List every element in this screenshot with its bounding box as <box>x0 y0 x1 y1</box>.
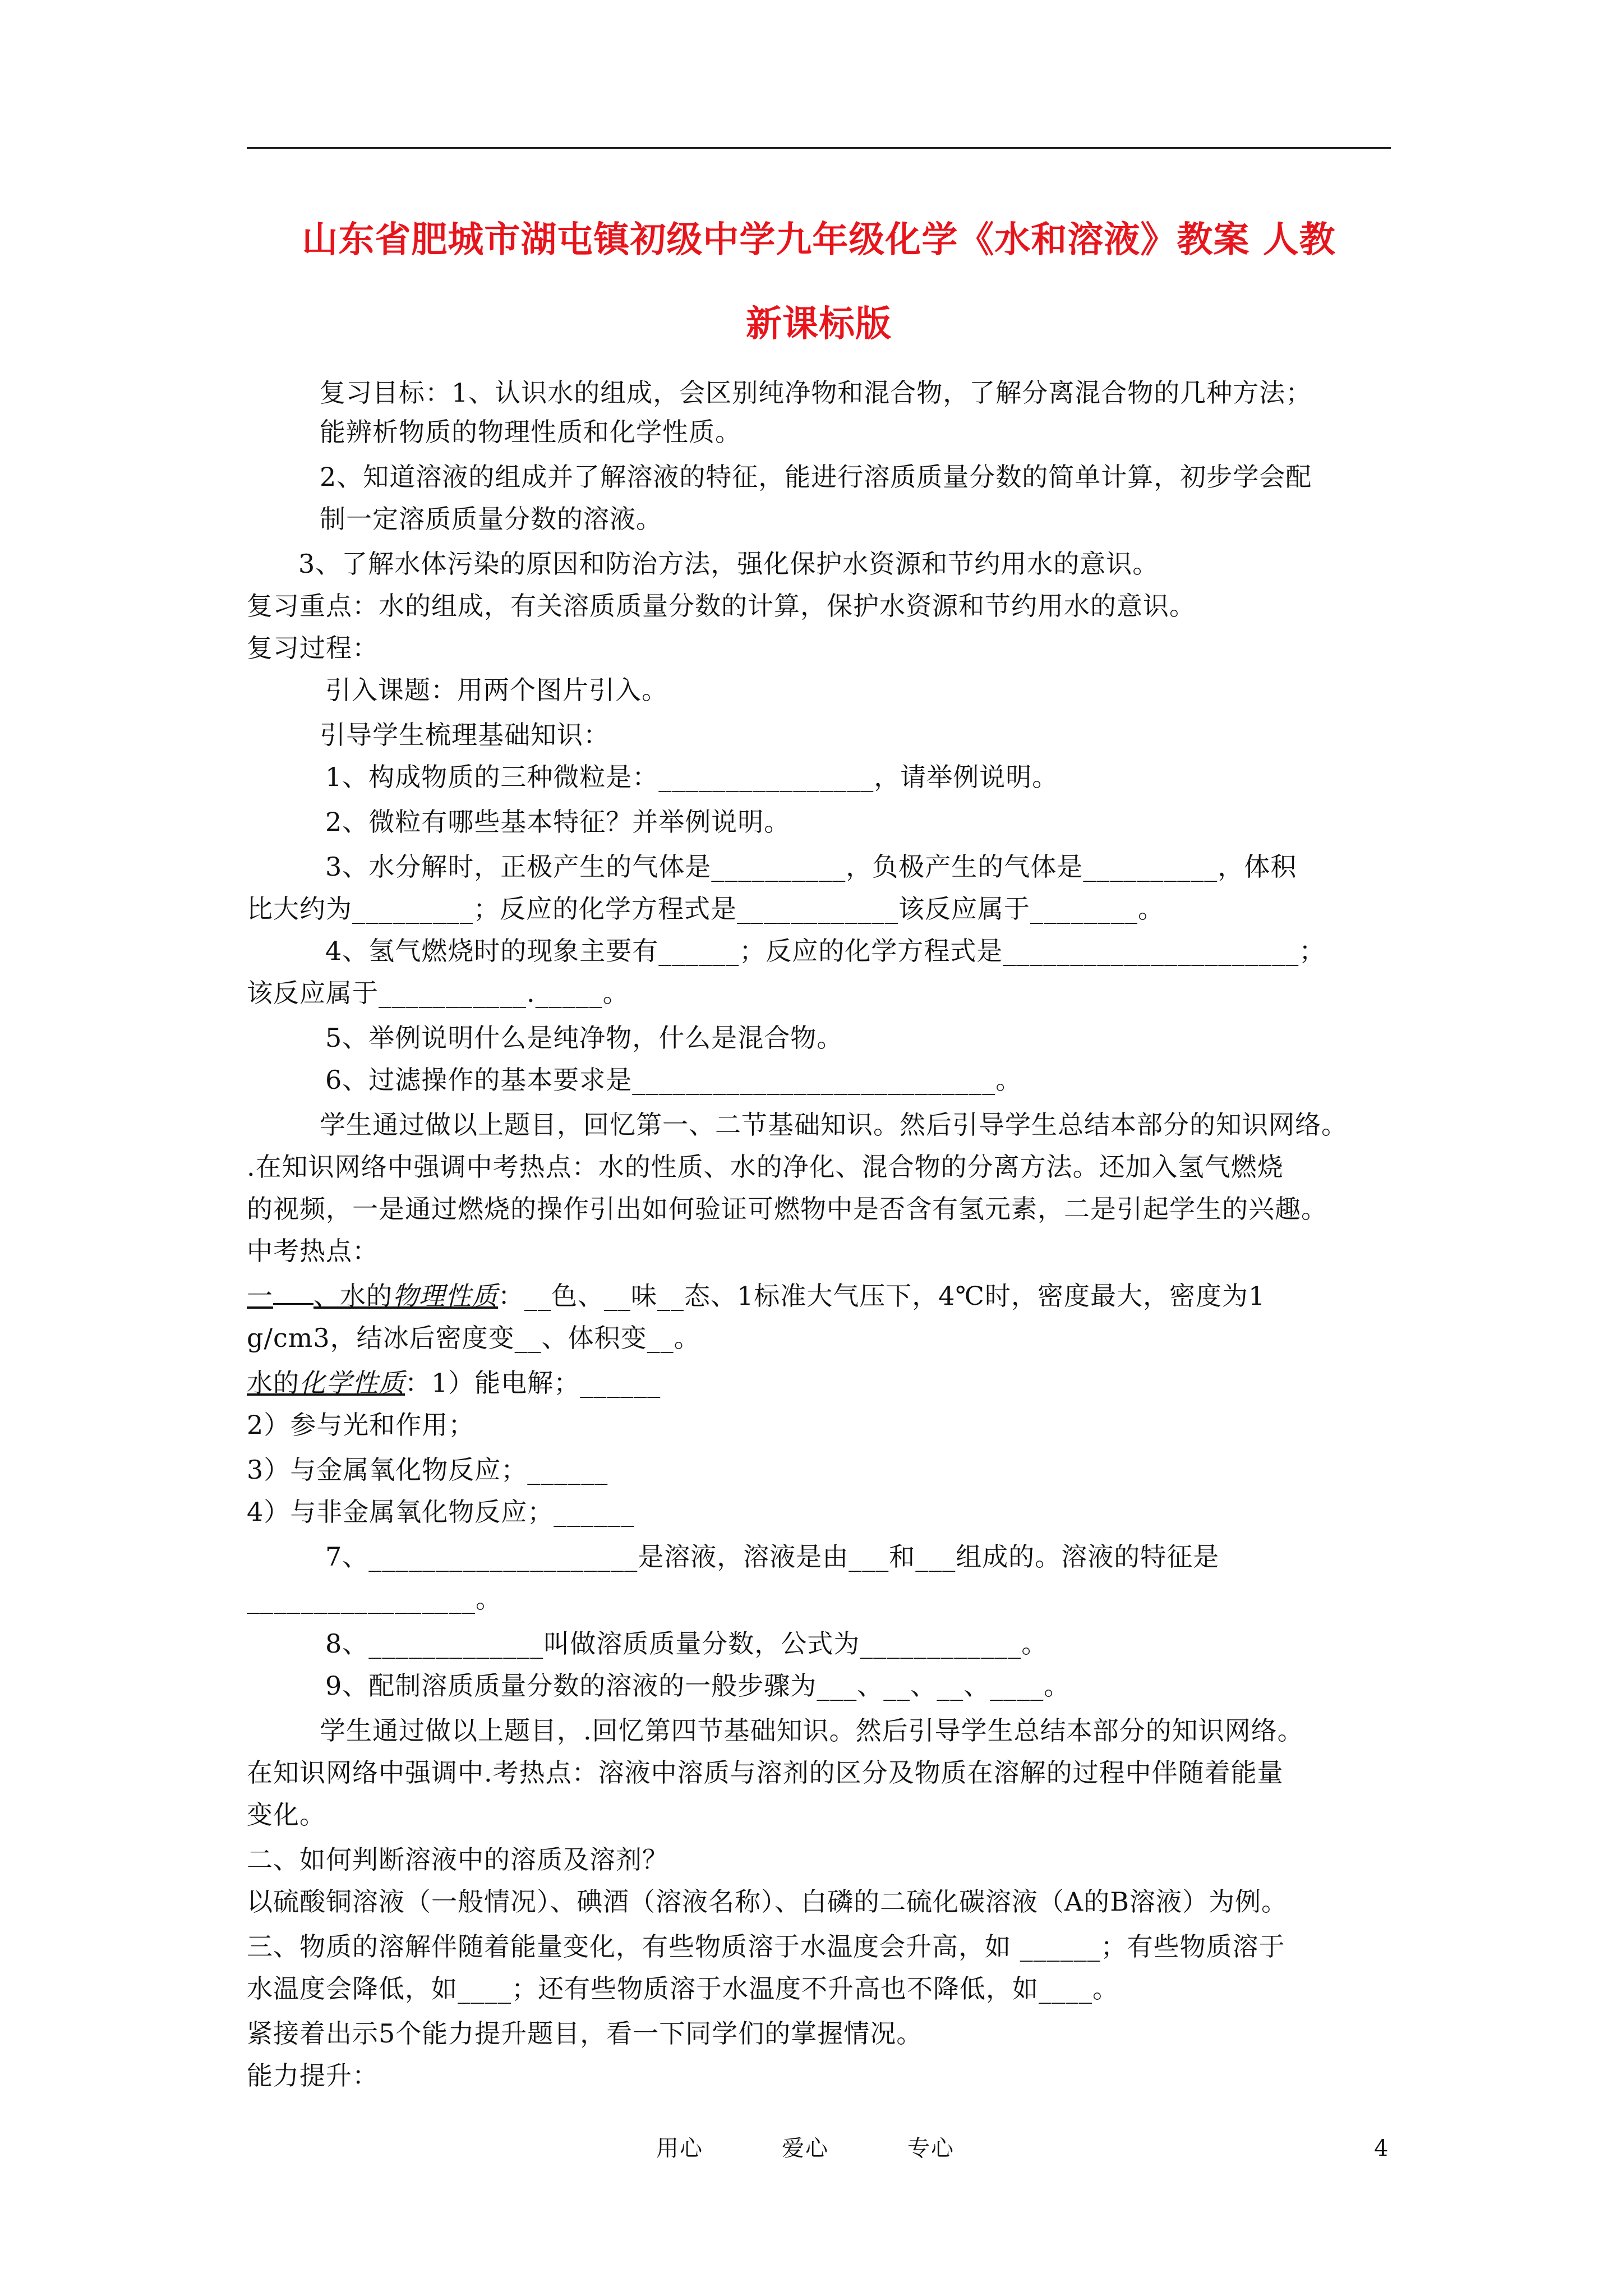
water-physical-properties-cont: g/cm3，结冰后密度变__、体积变__。 <box>247 1323 700 1353</box>
guide-basics: 引导学生梳理基础知识： <box>320 720 610 750</box>
question-6: 6、过滤操作的基本要求是___________________________。 <box>325 1065 1022 1095</box>
header-rule <box>247 147 1391 149</box>
summary-paragraph-2-line-2: 在知识网络中强调中.考热点：溶液中溶质与溶剂的区分及物质在溶解的过程中伴随着能量 <box>247 1757 1284 1788</box>
question-8: 8、_____________叫做溶质质量分数，公式为____________。 <box>325 1628 1048 1659</box>
summary-paragraph-1-line-2: .在知识网络中强调中考热点：水的性质、水的净化、混合物的分离方法。还加入氢气燃烧 <box>247 1152 1284 1182</box>
question-5: 5、举例说明什么是纯净物，什么是混合物。 <box>325 1023 843 1053</box>
question-7: 7、____________________是溶液，溶液是由___和___组成的。溶液的特征是 <box>325 1542 1220 1572</box>
chemical-prefix: 水的 <box>247 1368 299 1398</box>
review-goal-3: 3、了解水体污染的原因和防治方法，强化保护水资源和节约用水的意识。 <box>298 549 1159 579</box>
review-process-heading: 复习过程： <box>247 633 379 663</box>
section-three-text-cont: 水温度会降低，如____；还有些物质溶于水温度不升高也不降低，如____。 <box>247 1973 1119 2004</box>
document-title-line-1: 山东省肥城市湖屯镇初级中学九年级化学《水和溶液》教案 人教 <box>302 219 1336 261</box>
chemical-property-term: 化学性质 <box>299 1368 405 1398</box>
chemical-property-text: ：1）能电解；______ <box>405 1368 661 1398</box>
page-footer <box>656 2132 1033 2165</box>
question-1: 1、构成物质的三种微粒是：________________，请举例说明。 <box>325 762 1059 792</box>
review-goal-2: 2、知道溶液的组成并了解溶液的特征，能进行溶质质量分数的简单计算，初步学会配 <box>320 462 1312 492</box>
question-4: 4、氢气燃烧时的现象主要有______；反应的化学方程式是______________________； <box>325 936 1326 966</box>
review-goal-2-cont: 制一定溶质质量分数的溶液。 <box>320 504 662 534</box>
summary-paragraph-1: 学生通过做以上题目，回忆第一、二节基础知识。然后引导学生总结本部分的知识网络。 <box>320 1110 1348 1140</box>
water-physical-properties <box>247 1279 1391 1313</box>
ability-intro: 紧接着出示5个能力提升题目，看一下同学们的掌握情况。 <box>247 2018 923 2049</box>
exam-hotspots-heading: 中考热点： <box>247 1236 379 1266</box>
physical-property-term: 物理性质 <box>393 1281 498 1311</box>
footer-left: 用心 <box>656 2136 703 2161</box>
question-9: 9、配制溶质质量分数的溶液的一般步骤为___、__、__、____。 <box>325 1671 1071 1701</box>
page-number: 4 <box>1374 2136 1389 2161</box>
footer-right: 专心 <box>907 2136 955 2161</box>
document-title-line-2: 新课标版 <box>746 303 892 345</box>
review-goal-1: 复习目标：1、认识水的组成，会区别纯净物和混合物，了解分离混合物的几种方法； <box>320 378 1312 408</box>
question-3-cont: 比大约为_________；反应的化学方程式是____________该反应属于________。 <box>247 894 1164 924</box>
summary-paragraph-1-line-3: 的视频，一是通过燃烧的操作引出如何验证可燃物中是否含有氢元素，二是引起学生的兴趣。 <box>247 1194 1327 1224</box>
intro-topic: 引入课题：用两个图片引入。 <box>325 675 668 705</box>
physical-property-text: ：__色、__味__态、1标准大气压下，4℃时，密度最大，密度为1 <box>498 1281 1266 1311</box>
physical-prefix: 、水的 <box>313 1281 393 1311</box>
section-three-text: 三、物质的溶解伴随着能量变化，有些物质溶于水温度会升高，如 ______；有些物质溶于 <box>247 1931 1285 1962</box>
summary-paragraph-2: 学生通过做以上题目，.回忆第四节基础知识。然后引导学生总结本部分的知识网络。 <box>320 1715 1304 1746</box>
chemical-property-3: 3）与金属氧化物反应；______ <box>247 1455 608 1485</box>
chemical-property-4: 4）与非金属氧化物反应；______ <box>247 1497 635 1527</box>
question-4-cont: 该反应属于___________._____。 <box>247 978 629 1008</box>
ability-heading: 能力提升： <box>247 2060 379 2091</box>
review-focus: 复习重点：水的组成，有关溶质质量分数的计算，保护水资源和节约用水的意识。 <box>247 591 1196 621</box>
heading-one-numeral: 一 <box>247 1281 273 1311</box>
summary-paragraph-2-line-3: 变化。 <box>247 1800 326 1830</box>
review-goal-1-cont: 能辨析物质的物理性质和化学性质。 <box>320 417 741 447</box>
question-2: 2、微粒有哪些基本特征？并举例说明。 <box>325 807 791 837</box>
chemical-property-2: 2）参与光和作用； <box>247 1410 475 1440</box>
question-7-cont: _________________。 <box>247 1584 502 1614</box>
footer-middle: 爱心 <box>782 2136 829 2161</box>
section-two-heading: 二、如何判断溶液中的溶质及溶剂？ <box>247 1844 668 1875</box>
water-chemical-properties <box>247 1366 1391 1400</box>
question-3: 3、水分解时，正极产生的气体是__________，负极产生的气体是__________，体积 <box>325 852 1297 882</box>
section-two-examples: 以硫酸铜溶液（一般情况）、碘酒（溶液名称）、白磷的二硫化碳溶液（A的B溶液）为例。 <box>247 1887 1288 1917</box>
